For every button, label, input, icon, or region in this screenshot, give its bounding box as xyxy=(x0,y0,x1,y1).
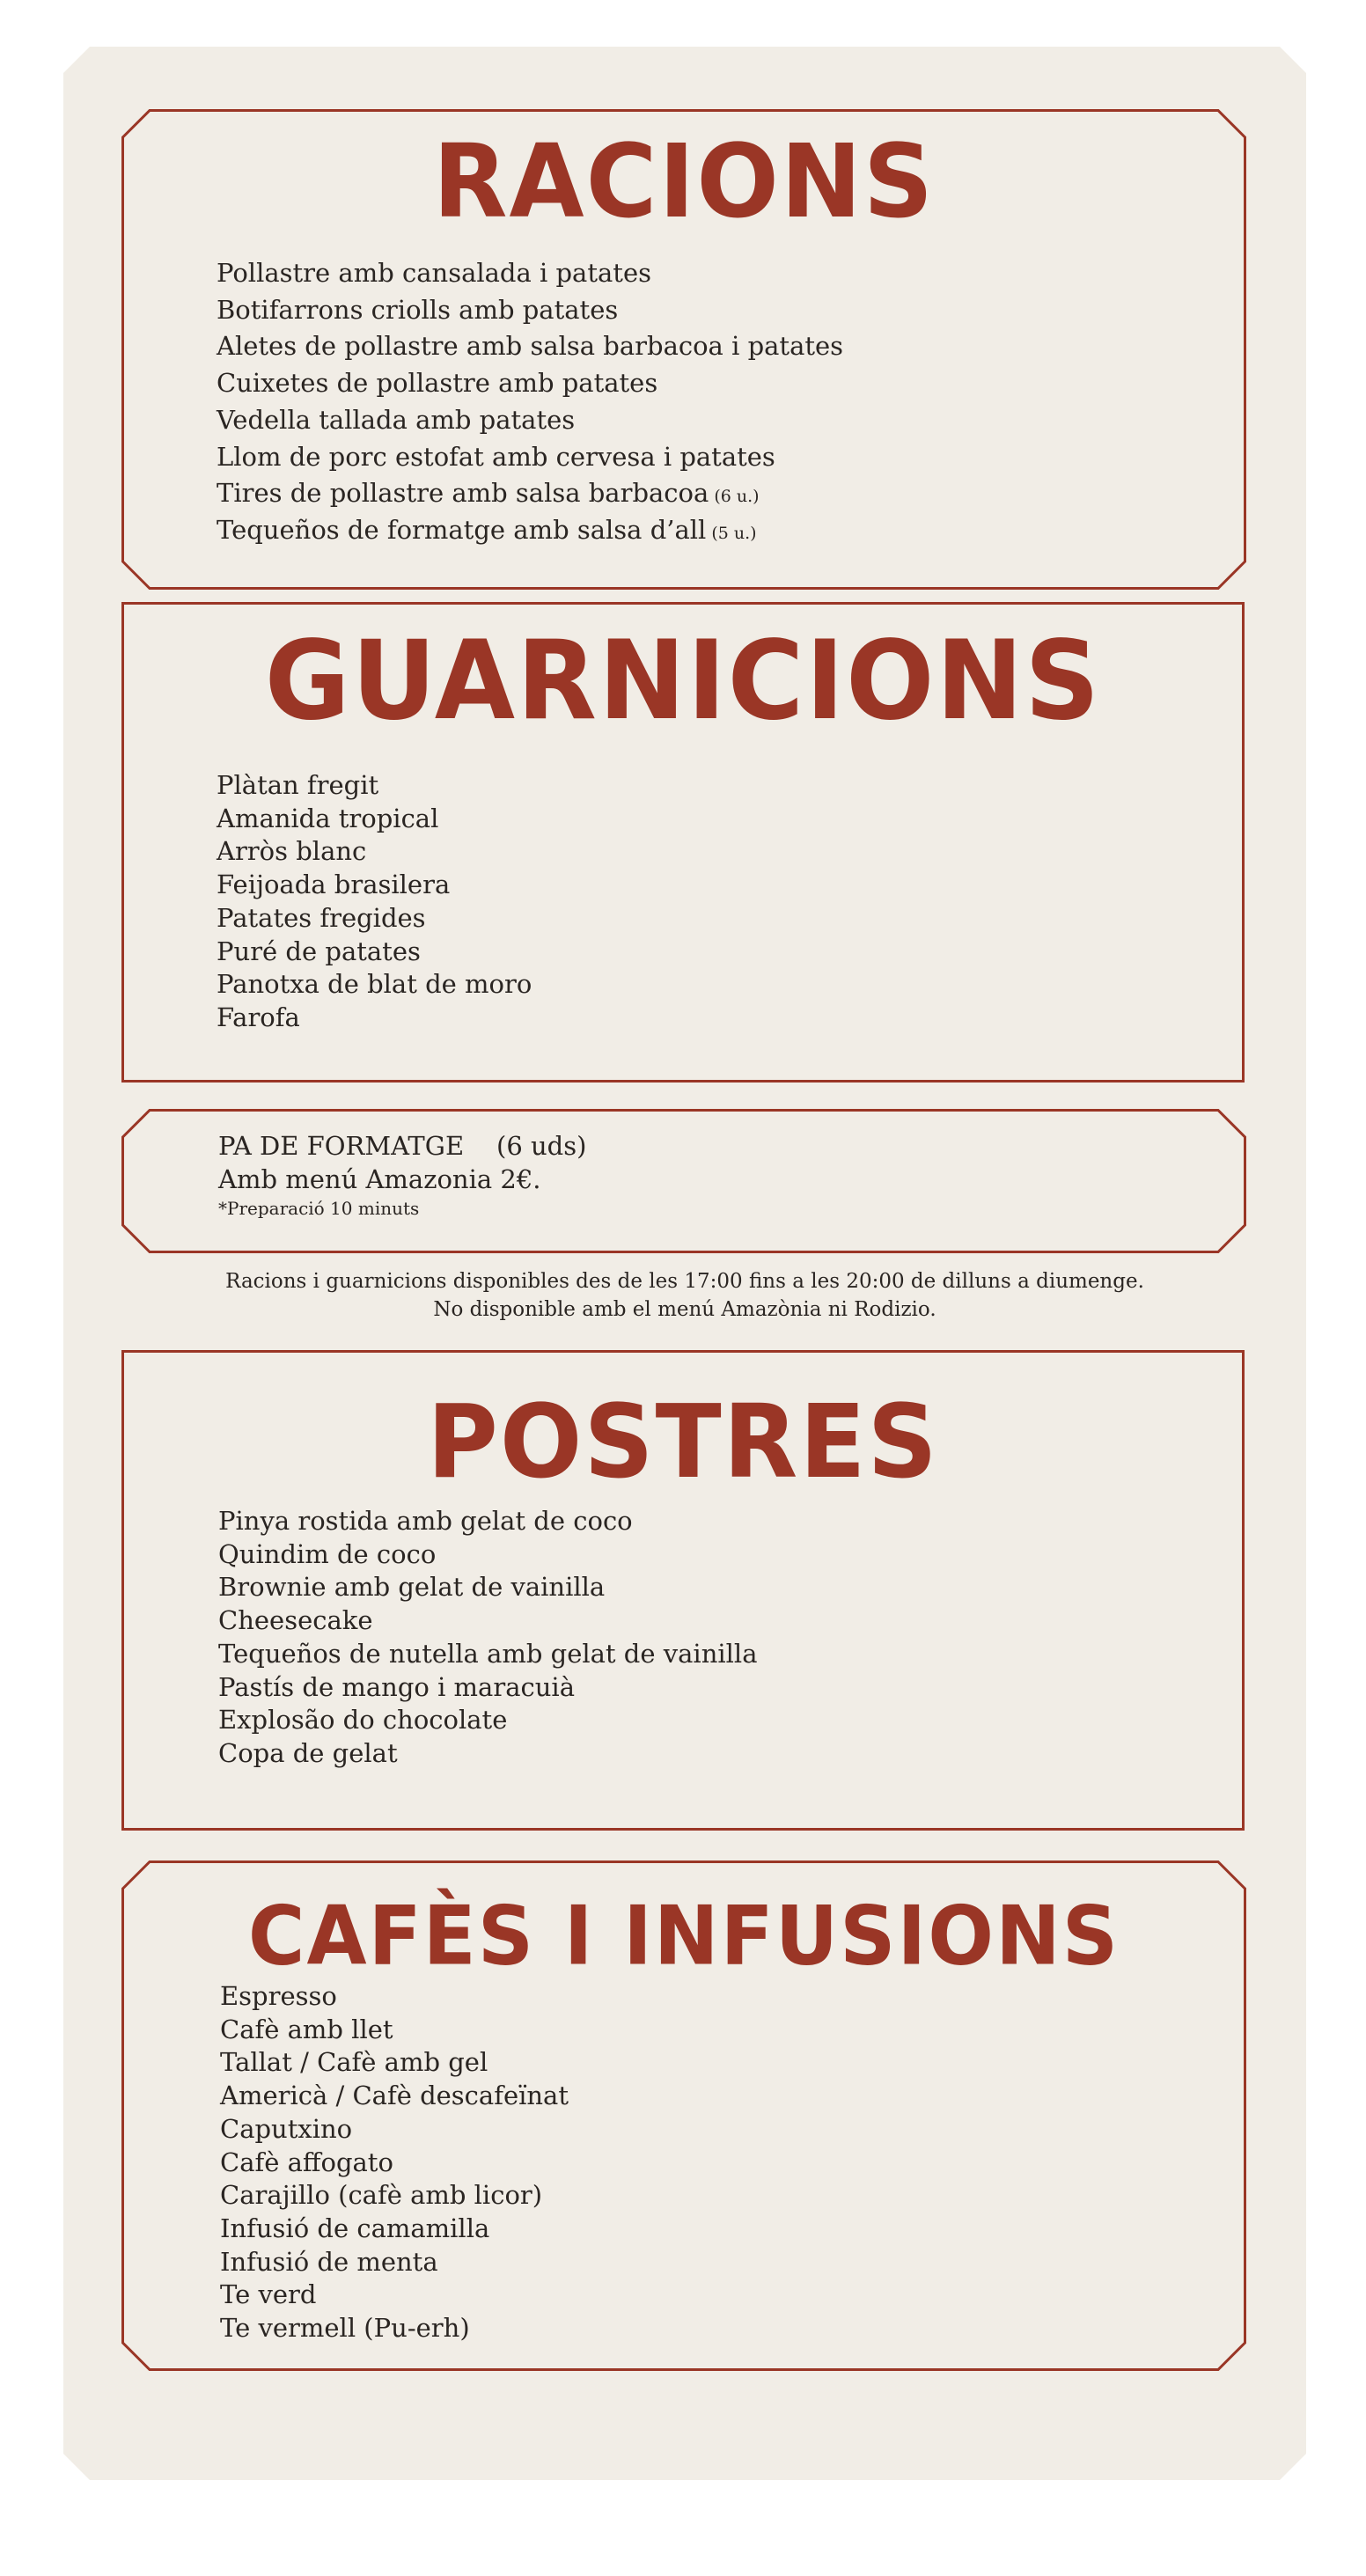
postres-item xyxy=(218,1737,757,1771)
guarnicions-item-name: Farofa xyxy=(217,1002,300,1032)
availability-notice xyxy=(63,1267,1306,1324)
postres-item-name: Explosão do chocolate xyxy=(218,1705,508,1736)
racions-item-name: Aletes de pollastre amb salsa barbacoa i patates xyxy=(217,331,844,362)
postres-item xyxy=(218,1571,757,1604)
pa-de-formatge-text xyxy=(218,1129,586,1221)
racions-item-name: Vedella tallada amb patates xyxy=(217,404,576,435)
cafes-item xyxy=(220,2179,569,2213)
cafes-item-name: Infusió de camamilla xyxy=(220,2213,490,2243)
guarnicions-item-name: Patates fregides xyxy=(217,902,426,933)
cafes-item xyxy=(220,2213,569,2246)
postres-item-name: Pinya rostida amb gelat de coco xyxy=(218,1506,633,1536)
guarnicions-item-name: Plàtan fregit xyxy=(217,770,379,800)
cafes-item xyxy=(220,2014,569,2047)
cafes-item xyxy=(220,2080,569,2113)
cafes-item-name: Caputxino xyxy=(220,2113,353,2144)
racions-item xyxy=(217,367,848,404)
postres-item xyxy=(218,1704,757,1737)
cafes-item-name: Tallat / Cafè amb gel xyxy=(220,2047,488,2078)
racions-item xyxy=(217,514,848,551)
postres-item-name: Copa de gelat xyxy=(218,1737,398,1768)
guarnicions-item xyxy=(217,936,532,969)
racions-item-name: Tequeños de formatge amb salsa d’all xyxy=(217,514,707,545)
racions-item-qty: (6 u.) xyxy=(714,487,760,507)
racions-item xyxy=(217,404,848,441)
racions-item-name: Llom de porc estofat amb cervesa i patates xyxy=(217,441,775,472)
guarnicions-item xyxy=(217,835,532,869)
pa-de-formatge-note: *Preparació 10 minuts xyxy=(218,1198,420,1219)
racions-item xyxy=(217,330,848,367)
racions-item xyxy=(217,477,848,514)
cafes-item-name: Carajillo (cafè amb licor) xyxy=(220,2180,543,2211)
racions-item xyxy=(217,294,848,331)
cafes-item-name: Cafè amb llet xyxy=(220,2014,393,2044)
guarnicions-section xyxy=(121,602,1245,1083)
cafes-item-name: Americà / Cafè descafeïnat xyxy=(220,2081,569,2111)
guarnicions-item xyxy=(217,902,532,936)
cafes-item xyxy=(220,2246,569,2279)
pa-de-formatge-heading xyxy=(218,1129,586,1163)
cafes-title: CAFÈS I INFUSIONS xyxy=(247,1888,1120,1984)
racions-item-name: Cuixetes de pollastre amb patates xyxy=(217,368,658,399)
guarnicions-title: GUARNICIONS xyxy=(264,616,1102,745)
pa-de-formatge-price: Amb menú Amazonia 2€. xyxy=(218,1164,541,1194)
postres-item xyxy=(218,1604,757,1638)
guarnicions-item xyxy=(217,968,532,1002)
guarnicions-item-name: Feijoada brasilera xyxy=(217,870,451,900)
availability-notice-line1: Racions i guarnicions disponibles des de les 17:00 fins a les 20:00 de dilluns a diumenge. xyxy=(225,1270,1144,1293)
guarnicions-item xyxy=(217,869,532,902)
racions-item xyxy=(217,257,848,294)
cafes-item-name: Espresso xyxy=(220,1981,337,2011)
guarnicions-item xyxy=(217,1002,532,1035)
postres-item xyxy=(218,1638,757,1671)
racions-title: RACIONS xyxy=(432,121,936,241)
postres-section xyxy=(121,1350,1245,1831)
availability-notice-line2: No disponible amb el menú Amazònia ni Rodizio. xyxy=(433,1298,936,1321)
guarnicions-item-name: Puré de patates xyxy=(217,936,421,966)
postres-title: POSTRES xyxy=(427,1382,939,1501)
cafes-item-name: Te verd xyxy=(220,2279,317,2310)
cafes-list xyxy=(220,1980,569,2345)
racions-section xyxy=(121,109,1246,590)
cafes-item xyxy=(220,1980,569,2014)
cafes-item-name: Infusió de menta xyxy=(220,2246,438,2277)
guarnicions-item-name: Arròs blanc xyxy=(217,836,367,867)
postres-list xyxy=(218,1505,757,1771)
cafes-item xyxy=(220,2312,569,2345)
cafes-item xyxy=(220,2113,569,2147)
racions-item-name: Botifarrons criolls amb patates xyxy=(217,294,619,325)
cafes-item xyxy=(220,2147,569,2180)
racions-list xyxy=(217,257,848,551)
postres-item-name: Quindim de coco xyxy=(218,1538,437,1569)
cafes-section xyxy=(121,1860,1246,2371)
cafes-item xyxy=(220,2046,569,2080)
guarnicions-item-name: Amanida tropical xyxy=(217,803,439,833)
cafes-item xyxy=(220,2279,569,2312)
postres-item-name: Tequeños de nutella amb gelat de vainilla xyxy=(218,1638,758,1669)
guarnicions-item xyxy=(217,803,532,836)
guarnicions-item xyxy=(217,769,532,803)
cafes-item-name: Te vermell (Pu-erh) xyxy=(220,2313,470,2344)
guarnicions-list xyxy=(217,769,532,1035)
racions-item-qty: (5 u.) xyxy=(711,523,757,543)
racions-item-name: Pollastre amb cansalada i patates xyxy=(217,258,651,288)
postres-item-name: Brownie amb gelat de vainilla xyxy=(218,1572,606,1603)
racions-item xyxy=(217,441,848,478)
postres-item xyxy=(218,1671,757,1705)
pa-de-formatge-qty: (6 uds) xyxy=(496,1131,587,1161)
postres-item-name: Pastís de mango i maracuià xyxy=(218,1671,575,1702)
postres-item xyxy=(218,1505,757,1538)
pa-de-formatge-name: PA DE FORMATGE xyxy=(218,1131,465,1161)
racions-item-name: Tires de pollastre amb salsa barbacoa xyxy=(217,478,709,509)
postres-item-name: Cheesecake xyxy=(218,1605,373,1636)
cafes-item-name: Cafè affogato xyxy=(220,2147,393,2177)
guarnicions-item-name: Panotxa de blat de moro xyxy=(217,969,532,1000)
postres-item xyxy=(218,1538,757,1572)
